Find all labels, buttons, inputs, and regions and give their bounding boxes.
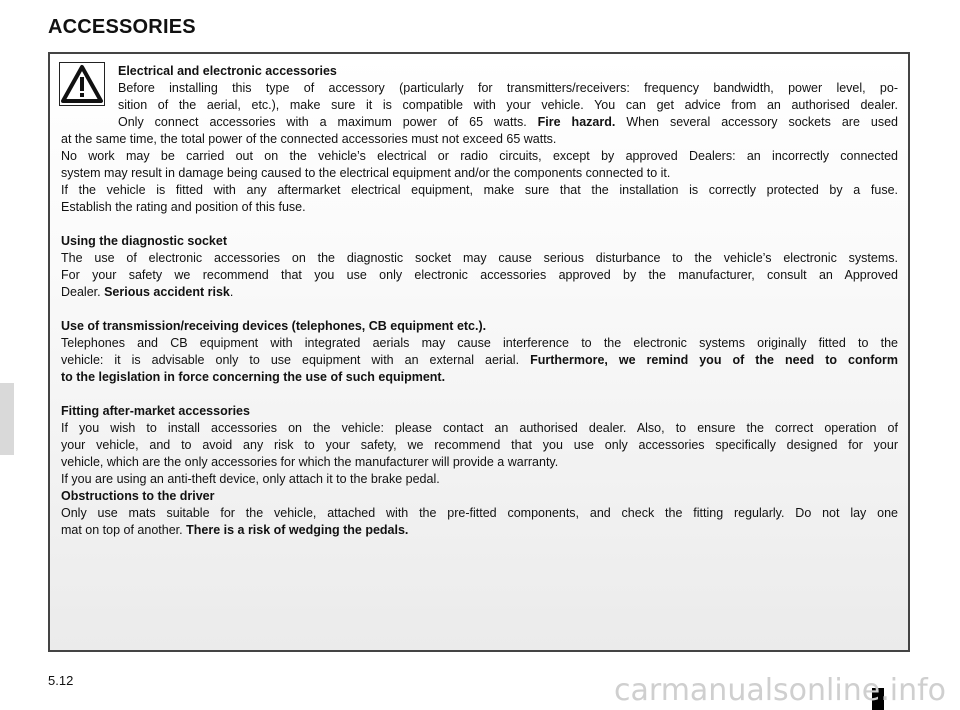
- electrical-text: Before installing this type of accessory (particularly for transmitters/receivers: frequency bandwidth, power level, po-: [118, 81, 898, 95]
- transmission-heading: Use of transmission/receiving devices (telephones, CB equipment etc.).: [61, 319, 487, 333]
- transmission-text: Telephones and CB equipment with integrated aerials may cause interference to the electronic systems originally fitted to the: [61, 336, 898, 350]
- electrical-text: at the same time, the total power of the connected accessories must not exceed 65 watts.: [61, 132, 557, 146]
- aftermarket-text: If you wish to install accessories on the vehicle: please contact an authorised dealer. Also, to ensure the correct operation of: [61, 421, 898, 435]
- warning-box: [48, 52, 910, 652]
- electrical-text: If the vehicle is fitted with any aftermarket electrical equipment, make sure that the installation is correctly protected by a fuse.: [61, 183, 898, 197]
- electrical-text: When several accessory sockets are used: [626, 115, 898, 129]
- obstructions-text: [61, 522, 898, 539]
- aftermarket-text: your vehicle, and to avoid any risk to your safety, we recommend that you use only accessories specifically designed for your: [61, 438, 898, 452]
- conform-warning: Furthermore, we remind you of the need to conform: [530, 353, 898, 367]
- diagnostic-heading: Using the diagnostic socket: [61, 234, 228, 248]
- watermark: carmanualsonline.info: [614, 673, 946, 708]
- electrical-text: Establish the rating and position of this fuse.: [61, 200, 306, 214]
- electrical-text: No work may be carried out on the vehicle’s electrical or radio circuits, except by approved Dealers: an incorrectly connected: [61, 149, 898, 163]
- aftermarket-text: If you are using an anti-theft device, only attach it to the brake pedal.: [61, 472, 440, 486]
- diagnostic-text: .: [229, 285, 234, 299]
- electrical-text: Only connect accessories with a maximum power of 65 watts.: [118, 115, 527, 129]
- diagnostic-text: For your safety we recommend that you use only electronic accessories approved by the manufacturer, consult an Approved: [61, 268, 898, 282]
- transmission-text: vehicle: it is advisable only to use equipment with an external aerial.: [61, 353, 520, 367]
- serious-accident-warning: Serious accident risk: [104, 285, 230, 299]
- chapter-tab: [0, 383, 14, 455]
- electrical-heading: Electrical and electronic accessories: [118, 64, 337, 78]
- obstructions-text: Only use mats suitable for the vehicle, attached with the pre-fitted components, and check the fitting regularly. Do not lay one: [61, 506, 898, 520]
- warning-triangle-icon: [59, 62, 105, 106]
- page-number: 5.12: [48, 673, 74, 688]
- electrical-text: [61, 114, 898, 131]
- aftermarket-heading: Fitting after-market accessories: [61, 404, 250, 418]
- conform-warning: to the legislation in force concerning the use of such equipment.: [61, 370, 446, 384]
- obstructions-text: mat on top of another.: [61, 523, 183, 537]
- pedal-wedging-warning: There is a risk of wedging the pedals.: [186, 523, 409, 537]
- diagnostic-text: [61, 284, 898, 301]
- aftermarket-text: vehicle, which are the only accessories for which the manufacturer will provide a warranty.: [61, 455, 559, 469]
- fire-hazard-warning: Fire hazard.: [537, 115, 616, 129]
- diagnostic-text: Dealer.: [61, 285, 101, 299]
- diagnostic-text: The use of electronic accessories on the diagnostic socket may cause serious disturbance to the vehicle’s electronic systems.: [61, 251, 898, 265]
- electrical-text: sition of the aerial, etc.), make sure it is compatible with your vehicle. You can get advice from an authorised dealer.: [118, 98, 898, 112]
- obstructions-heading: Obstructions to the driver: [61, 489, 215, 503]
- page-title: ACCESSORIES: [48, 16, 196, 38]
- transmission-text: [61, 352, 898, 369]
- electrical-text: system may result in damage being caused to the electrical equipment and/or the components connected to it.: [61, 166, 671, 180]
